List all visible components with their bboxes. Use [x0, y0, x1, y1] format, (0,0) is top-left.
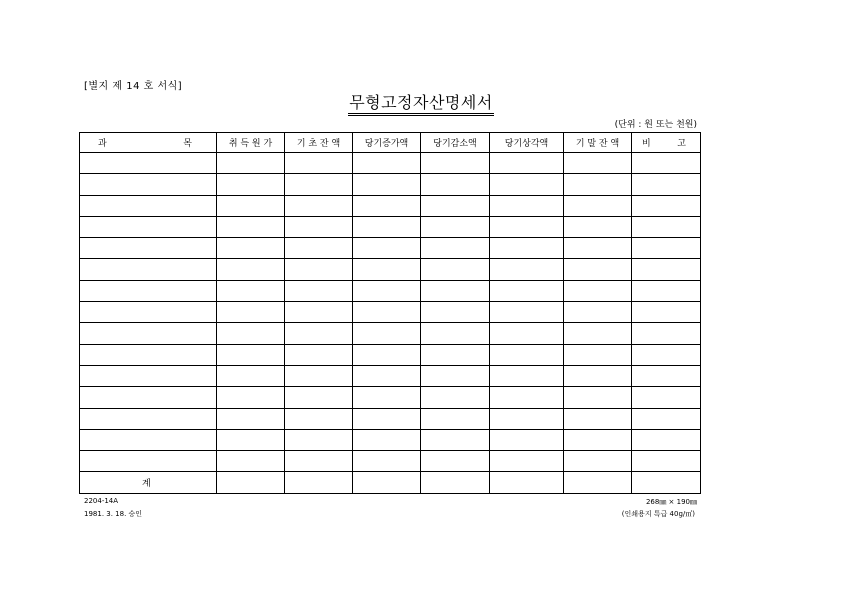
- table-cell[interactable]: [564, 451, 632, 472]
- table-cell[interactable]: [564, 259, 632, 280]
- table-cell[interactable]: [285, 408, 353, 429]
- table-cell[interactable]: [217, 365, 285, 386]
- table-cell[interactable]: [490, 344, 564, 365]
- header-acquisition-cost: 취 득 원 가: [217, 133, 285, 153]
- table-cell[interactable]: [490, 153, 564, 174]
- table-cell[interactable]: [217, 195, 285, 216]
- table-row: [80, 216, 701, 237]
- table-cell[interactable]: [490, 174, 564, 195]
- table-row: [80, 387, 701, 408]
- table-cell[interactable]: [564, 195, 632, 216]
- table-cell[interactable]: [285, 451, 353, 472]
- total-cell[interactable]: [490, 472, 564, 493]
- table-cell[interactable]: [490, 259, 564, 280]
- table-cell[interactable]: [285, 429, 353, 450]
- table-cell[interactable]: [353, 238, 421, 259]
- table-row: [80, 153, 701, 174]
- table-cell[interactable]: [80, 216, 217, 237]
- table-cell[interactable]: [80, 429, 217, 450]
- table-cell[interactable]: [490, 195, 564, 216]
- table-cell[interactable]: [285, 280, 353, 301]
- total-cell[interactable]: [421, 472, 490, 493]
- total-cell[interactable]: [217, 472, 285, 493]
- table-cell[interactable]: [353, 451, 421, 472]
- header-amortization: 당기상각액: [490, 133, 564, 153]
- table-cell[interactable]: [217, 387, 285, 408]
- table-cell[interactable]: [217, 259, 285, 280]
- table-cell[interactable]: [632, 344, 701, 365]
- table-cell[interactable]: [217, 408, 285, 429]
- table-row: [80, 280, 701, 301]
- approval-date: 1981. 3. 18. 승인: [84, 510, 143, 518]
- table-cell[interactable]: [421, 216, 490, 237]
- table-cell[interactable]: [421, 153, 490, 174]
- table-cell[interactable]: [632, 216, 701, 237]
- total-cell[interactable]: [285, 472, 353, 493]
- table-cell[interactable]: [217, 153, 285, 174]
- table-cell[interactable]: [217, 238, 285, 259]
- table-cell[interactable]: [490, 387, 564, 408]
- table-cell[interactable]: [490, 408, 564, 429]
- total-cell[interactable]: [353, 472, 421, 493]
- table-cell[interactable]: [421, 174, 490, 195]
- table-cell[interactable]: [421, 365, 490, 386]
- table-cell[interactable]: [217, 429, 285, 450]
- form-label: [별지 제 14 호 서식]: [84, 81, 183, 92]
- table-cell[interactable]: [490, 280, 564, 301]
- table-cell[interactable]: [353, 216, 421, 237]
- total-cell[interactable]: [564, 472, 632, 493]
- table-cell[interactable]: [80, 153, 217, 174]
- header-closing-balance: 기 말 잔 액: [564, 133, 632, 153]
- total-cell[interactable]: [632, 472, 701, 493]
- table-cell[interactable]: [285, 302, 353, 323]
- header-increase: 당기증가액: [353, 133, 421, 153]
- paper-spec: (인쇄용지 특급 40g/㎡): [621, 510, 695, 518]
- table-cell[interactable]: [80, 259, 217, 280]
- table-cell[interactable]: [80, 344, 217, 365]
- table-cell[interactable]: [564, 153, 632, 174]
- table-cell[interactable]: [353, 365, 421, 386]
- table-row: [80, 323, 701, 344]
- table-cell[interactable]: [217, 302, 285, 323]
- table-cell[interactable]: [353, 280, 421, 301]
- table-cell[interactable]: [217, 280, 285, 301]
- table-cell[interactable]: [353, 153, 421, 174]
- table-cell[interactable]: [80, 238, 217, 259]
- paper-size: 268㎜ × 190㎜: [645, 498, 697, 506]
- table-cell[interactable]: [353, 195, 421, 216]
- table-cell[interactable]: [421, 387, 490, 408]
- table-cell[interactable]: [632, 451, 701, 472]
- table-cell[interactable]: [217, 323, 285, 344]
- table-row: [80, 195, 701, 216]
- asset-ledger-table: [79, 132, 701, 494]
- table-cell[interactable]: [632, 195, 701, 216]
- table-cell[interactable]: [490, 216, 564, 237]
- table-cell[interactable]: [285, 216, 353, 237]
- table-cell[interactable]: [421, 280, 490, 301]
- table-cell[interactable]: [421, 344, 490, 365]
- table-cell[interactable]: [80, 174, 217, 195]
- header-remarks: [632, 133, 701, 153]
- table-cell[interactable]: [285, 259, 353, 280]
- ledger-body: [80, 153, 701, 494]
- table-row: [80, 344, 701, 365]
- table-cell[interactable]: [353, 408, 421, 429]
- table-cell[interactable]: [285, 323, 353, 344]
- table-cell[interactable]: [80, 302, 217, 323]
- table-row: [80, 302, 701, 323]
- table-cell[interactable]: [632, 259, 701, 280]
- header-remarks-part2: 고: [677, 139, 686, 149]
- table-cell[interactable]: [285, 365, 353, 386]
- total-label: 계: [80, 472, 217, 493]
- table-cell[interactable]: [353, 344, 421, 365]
- table-cell[interactable]: [80, 408, 217, 429]
- header-account-part2: 목: [183, 139, 192, 149]
- table-row: [80, 174, 701, 195]
- table-cell[interactable]: [285, 174, 353, 195]
- table-cell[interactable]: [217, 174, 285, 195]
- table-cell[interactable]: [490, 238, 564, 259]
- table-cell[interactable]: [217, 451, 285, 472]
- table-cell[interactable]: [80, 323, 217, 344]
- table-cell[interactable]: [564, 323, 632, 344]
- header-account-part1: 과: [98, 139, 107, 149]
- total-row: [80, 472, 701, 493]
- table-cell[interactable]: [490, 323, 564, 344]
- table-cell[interactable]: [564, 429, 632, 450]
- table-cell[interactable]: [490, 429, 564, 450]
- table-cell[interactable]: [564, 238, 632, 259]
- table-cell[interactable]: [421, 408, 490, 429]
- table-cell[interactable]: [421, 195, 490, 216]
- table-cell[interactable]: [421, 302, 490, 323]
- document-title: [0, 93, 842, 116]
- table-cell[interactable]: [80, 195, 217, 216]
- table-cell[interactable]: [632, 323, 701, 344]
- table-row: [80, 429, 701, 450]
- table-cell[interactable]: [421, 238, 490, 259]
- table-cell[interactable]: [632, 174, 701, 195]
- table-cell[interactable]: [490, 451, 564, 472]
- header-remarks-part1: 비: [642, 139, 651, 149]
- table-cell[interactable]: [632, 365, 701, 386]
- table-cell[interactable]: [564, 302, 632, 323]
- unit-note: (단위 : 원 또는 천원): [614, 120, 697, 130]
- table-cell[interactable]: [421, 323, 490, 344]
- table-cell[interactable]: [632, 153, 701, 174]
- table-cell[interactable]: [564, 408, 632, 429]
- header-opening-balance: 기 초 잔 액: [285, 133, 353, 153]
- table-row: [80, 365, 701, 386]
- table-cell[interactable]: [285, 238, 353, 259]
- table-cell[interactable]: [353, 429, 421, 450]
- table-cell[interactable]: [80, 451, 217, 472]
- table-cell[interactable]: [632, 408, 701, 429]
- table-cell[interactable]: [353, 302, 421, 323]
- table-row: [80, 451, 701, 472]
- table-cell[interactable]: [632, 387, 701, 408]
- table-cell[interactable]: [564, 174, 632, 195]
- table-cell[interactable]: [285, 153, 353, 174]
- table-cell[interactable]: [421, 259, 490, 280]
- table-cell[interactable]: [285, 195, 353, 216]
- table-cell[interactable]: [353, 259, 421, 280]
- table-cell[interactable]: [80, 280, 217, 301]
- table-cell[interactable]: [421, 451, 490, 472]
- table-cell[interactable]: [632, 280, 701, 301]
- header-row: [80, 133, 701, 153]
- table-cell[interactable]: [217, 344, 285, 365]
- table-cell[interactable]: [353, 174, 421, 195]
- table-cell[interactable]: [217, 216, 285, 237]
- table-cell[interactable]: [564, 387, 632, 408]
- table-cell[interactable]: [564, 365, 632, 386]
- header-account: [80, 133, 217, 153]
- table-cell[interactable]: [564, 344, 632, 365]
- table-cell[interactable]: [421, 429, 490, 450]
- table-cell[interactable]: [353, 323, 421, 344]
- table-cell[interactable]: [564, 280, 632, 301]
- table-cell[interactable]: [632, 238, 701, 259]
- table-row: [80, 259, 701, 280]
- table-cell[interactable]: [632, 429, 701, 450]
- table-cell[interactable]: [80, 365, 217, 386]
- table-cell[interactable]: [353, 387, 421, 408]
- table-cell[interactable]: [564, 216, 632, 237]
- table-cell[interactable]: [490, 365, 564, 386]
- table-cell[interactable]: [490, 302, 564, 323]
- table-cell[interactable]: [285, 387, 353, 408]
- header-decrease: 당기감소액: [421, 133, 490, 153]
- table-row: [80, 238, 701, 259]
- table-row: [80, 408, 701, 429]
- document-title-text: 무형고정자산명세서: [348, 94, 494, 116]
- table-cell[interactable]: [285, 344, 353, 365]
- form-code: 2204-14A: [84, 497, 119, 505]
- table-cell[interactable]: [632, 302, 701, 323]
- table-cell[interactable]: [80, 387, 217, 408]
